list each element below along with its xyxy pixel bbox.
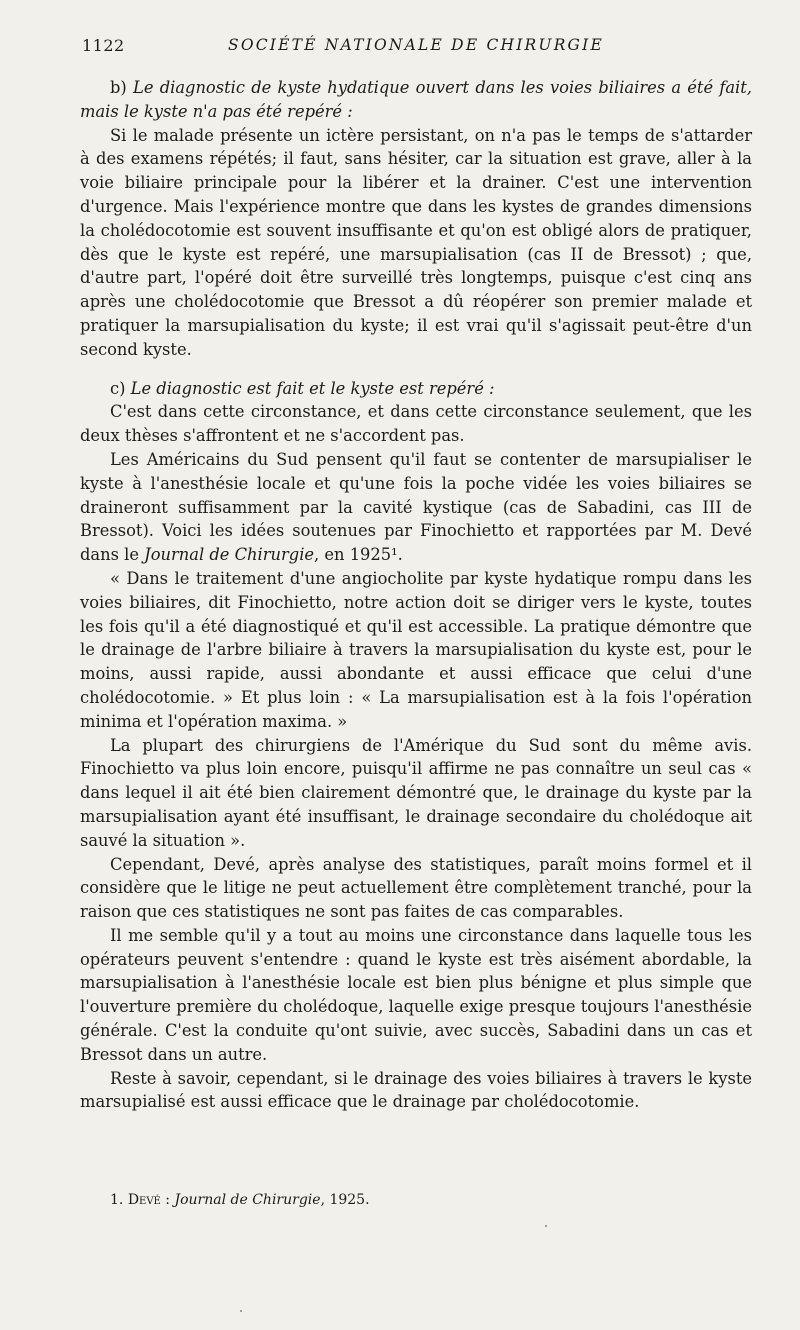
footnote-author: Devé <box>127 1192 161 1208</box>
section-c-letter: c) <box>110 378 126 398</box>
section-b-paragraph: Si le malade présente un ictère persistant, on n'a pas le temps de s'attarder à des examens répétés; il faut, sans hésiter, car la situation est grave, aller à la voie biliaire principale pour la libérer et la drainer. C'est une intervention d'urgence. Mais l'expérience montre que dans les kystes de grandes dimensions la cholédocotomie est souvent insuffisante et qu'on est obligé alors de pratiquer, dès que le kyste est repéré, une marsupialisation (cas II de Bressot) ; que, d'autre part, l'opéré doit être surveillé très longtemps, puisque c'est cinq ans après une cholédocotomie que Bressot a dû réopérer son premier malade et pratiquer la marsupialisation du kyste; il est vrai qu'il s'agissait peut-être d'un second kyste. <box>80 125 752 359</box>
section-c-paragraph-5: Cependant, Devé, après analyse des statistiques, paraît moins formel et il considère que le litige ne peut actuellement être complètement tranché, pour la raison que ces statistiques ne sont pas faites de cas comparables. <box>80 854 752 922</box>
p2-text-a: Les Américains du Sud pensent qu'il faut se contenter de marsupialiser le kyste à l'anesthésie locale et qu'une fois la poche vidée les voies biliaires se draineront suffisamment par la cavité kystique (cas de Sabadini, cas III de Bressot). Voici les idées soutenues par Finochietto et rapportées par M. Devé dans le <box>80 449 752 565</box>
p2-journal-title: Journal de Chirurgie <box>144 545 315 565</box>
footnote-year: , 1925. <box>320 1192 370 1208</box>
main-text <box>80 76 752 1114</box>
section-b-letter: b) <box>110 78 127 97</box>
section-c-heading <box>80 377 752 401</box>
page-header <box>82 36 750 58</box>
paper-speck <box>240 1310 242 1312</box>
section-c-paragraph-2 <box>80 448 752 567</box>
footnote <box>110 1192 750 1208</box>
section-c-paragraph-1: C'est dans cette circonstance, et dans cette circonstance seulement, que les deux thèses s'affrontent et ne s'accordent pas. <box>80 402 752 446</box>
footnote-journal: Journal de Chirurgie <box>174 1192 321 1208</box>
page-number: 1122 <box>82 36 125 55</box>
footnote-separator: : <box>160 1192 175 1208</box>
section-b-heading-text: Le diagnostic de kyste hydatique ouvert dans les voies biliaires a été fait, mais le kyste n'a pas été repéré : <box>80 78 752 121</box>
section-c-paragraph-3: « Dans le traitement d'une angiocholite par kyste hydatique rompu dans les voies biliaires, dit Finochietto, notre action doit se diriger vers le kyste, toutes les fois qu'il a été diagnostiqué et qu'il est accessible. La pratique démontre que le drainage de l'arbre biliaire à travers la marsupialisation du kyste est, pour le moins, aussi rapide, aussi abondante et aussi efficace que celui d'une cholédocotomie. » Et plus loin : « La marsupialisation est à la fois l'opération minima et l'opération maxima. » <box>80 568 752 731</box>
section-c-paragraph-6: Il me semble qu'il y a tout au moins une circonstance dans laquelle tous les opérateurs peuvent s'entendre : quand le kyste est très aisément abordable, la marsupialisation à l'anesthésie locale est bien plus bénigne et plus simple que l'ouverture première du cholédoque, laquelle exige presque toujours l'anesthésie générale. C'est la conduite qu'ont suivie, avec succès, Sabadini dans un cas et Bressot dans un autre. <box>80 925 752 1064</box>
section-c-paragraph-4: La plupart des chirurgiens de l'Amérique du Sud sont du même avis. Finochietto va plus loin encore, puisqu'il affirme ne pas connaître un seul cas « dans lequel il ait été bien clairement démontré que, le drainage du kyste par la marsupialisation ayant été insuffisant, le drainage secondaire du cholédoque ait sauvé la situation ». <box>80 735 752 850</box>
section-c-paragraph-7: Reste à savoir, cependant, si le drainage des voies biliaires à travers le kyste marsupialisé est aussi efficace que le drainage par cholédocotomie. <box>80 1068 752 1112</box>
paper-speck <box>545 1225 547 1227</box>
running-title: SOCIÉTÉ NATIONALE DE CHIRURGIE <box>228 36 604 54</box>
section-c-heading-text: Le diagnostic est fait et le kyste est repéré : <box>130 378 495 398</box>
footnote-number: 1. <box>110 1192 124 1208</box>
p2-text-b: , en 1925¹. <box>314 545 403 565</box>
section-b-heading <box>80 76 752 124</box>
